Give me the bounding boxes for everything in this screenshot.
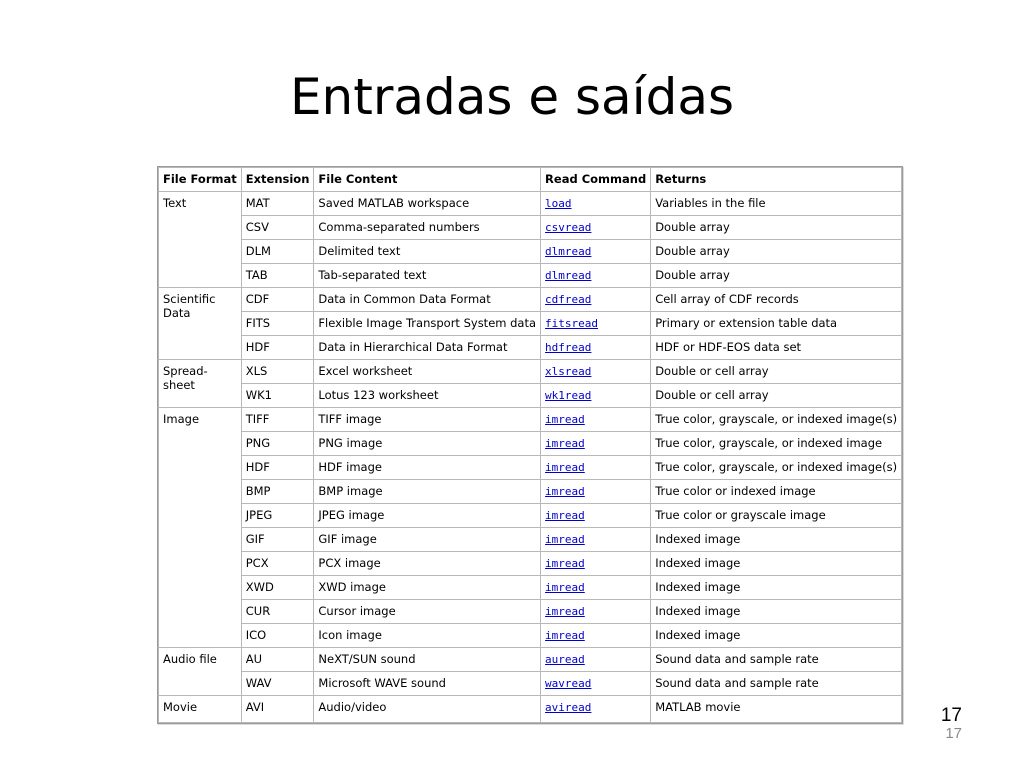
file-content-cell: Flexible Image Transport System data (314, 311, 541, 335)
returns-cell: Double or cell array (651, 359, 902, 383)
returns-cell: Primary or extension table data (651, 311, 902, 335)
returns-cell: True color or indexed image (651, 479, 902, 503)
table-row (159, 311, 902, 335)
read-command-link[interactable]: csvread (545, 220, 592, 234)
read-command-link[interactable]: imread (545, 580, 585, 594)
returns-cell: Double or cell array (651, 383, 902, 407)
file-content-cell: Audio/video (314, 695, 541, 723)
table-row (159, 551, 902, 575)
read-command-cell (541, 191, 651, 215)
returns-cell: True color, grayscale, or indexed image(s) (651, 407, 902, 431)
extension-cell: MAT (241, 191, 314, 215)
read-command-link[interactable]: load (545, 196, 572, 210)
extension-cell: GIF (241, 527, 314, 551)
read-command-cell (541, 695, 651, 723)
read-command-link[interactable]: imread (545, 628, 585, 642)
returns-cell: Cell array of CDF records (651, 287, 902, 311)
returns-cell: Double array (651, 239, 902, 263)
read-command-cell (541, 455, 651, 479)
table-row (159, 455, 902, 479)
table-row (159, 215, 902, 239)
read-command-cell (541, 671, 651, 695)
table-row (159, 695, 902, 723)
extension-cell: TIFF (241, 407, 314, 431)
file-format-cell: Scientific Data (159, 287, 242, 359)
read-command-link[interactable]: imread (545, 532, 585, 546)
table-row (159, 191, 902, 215)
read-command-cell (541, 263, 651, 287)
extension-cell: CSV (241, 215, 314, 239)
extension-cell: CDF (241, 287, 314, 311)
slide-title: Entradas e saídas (289, 68, 735, 126)
read-command-cell (541, 383, 651, 407)
extension-cell: HDF (241, 455, 314, 479)
file-formats-table (158, 167, 902, 723)
read-command-link[interactable]: wavread (545, 676, 592, 690)
extension-cell: ICO (241, 623, 314, 647)
file-content-cell: PCX image (314, 551, 541, 575)
page-number: 17 (940, 705, 962, 726)
read-command-link[interactable]: aviread (545, 700, 592, 714)
read-command-cell (541, 527, 651, 551)
read-command-link[interactable]: xlsread (545, 364, 592, 378)
read-command-link[interactable]: auread (545, 652, 585, 666)
returns-cell: True color, grayscale, or indexed image(s) (651, 455, 902, 479)
file-content-cell: TIFF image (314, 407, 541, 431)
table-row (159, 623, 902, 647)
extension-cell: XLS (241, 359, 314, 383)
file-content-cell: Data in Hierarchical Data Format (314, 335, 541, 359)
table-header-row (159, 168, 902, 192)
file-format-cell: Audio file (159, 647, 242, 695)
returns-cell: Indexed image (651, 551, 902, 575)
extension-cell: BMP (241, 479, 314, 503)
extension-cell: WK1 (241, 383, 314, 407)
table-row (159, 671, 902, 695)
table-row (159, 527, 902, 551)
read-command-cell (541, 575, 651, 599)
extension-cell: CUR (241, 599, 314, 623)
file-content-cell: JPEG image (314, 503, 541, 527)
read-command-link[interactable]: imread (545, 484, 585, 498)
extension-cell: PCX (241, 551, 314, 575)
returns-cell: Double array (651, 263, 902, 287)
read-command-link[interactable]: cdfread (545, 292, 592, 306)
read-command-cell (541, 407, 651, 431)
read-command-cell (541, 215, 651, 239)
read-command-link[interactable]: imread (545, 436, 585, 450)
file-content-cell: Icon image (314, 623, 541, 647)
read-command-link[interactable]: imread (545, 556, 585, 570)
read-command-link[interactable]: imread (545, 412, 585, 426)
table-row (159, 335, 902, 359)
table-row (159, 479, 902, 503)
file-format-cell: Movie (159, 695, 242, 723)
table-row (159, 383, 902, 407)
header-read-command: Read Command (541, 168, 651, 192)
file-content-cell: PNG image (314, 431, 541, 455)
table-row (159, 647, 902, 671)
table-row (159, 287, 902, 311)
returns-cell: Double array (651, 215, 902, 239)
read-command-cell (541, 335, 651, 359)
file-content-cell: XWD image (314, 575, 541, 599)
table-row (159, 575, 902, 599)
read-command-cell (541, 239, 651, 263)
table-row (159, 407, 902, 431)
file-formats-table-frame (157, 166, 903, 724)
read-command-cell (541, 431, 651, 455)
header-file-content: File Content (314, 168, 541, 192)
returns-cell: MATLAB movie (651, 695, 902, 723)
returns-cell: Variables in the file (651, 191, 902, 215)
extension-cell: PNG (241, 431, 314, 455)
file-content-cell: Comma-separated numbers (314, 215, 541, 239)
page-number-footer: 17 (945, 725, 962, 742)
returns-cell: Indexed image (651, 599, 902, 623)
read-command-link[interactable]: hdfread (545, 340, 592, 354)
extension-cell: AU (241, 647, 314, 671)
table-body (159, 191, 902, 723)
extension-cell: XWD (241, 575, 314, 599)
table-row (159, 239, 902, 263)
extension-cell: AVI (241, 695, 314, 723)
read-command-cell (541, 359, 651, 383)
read-command-link[interactable]: imread (545, 604, 585, 618)
file-content-cell: Data in Common Data Format (314, 287, 541, 311)
file-content-cell: Cursor image (314, 599, 541, 623)
file-content-cell: Saved MATLAB workspace (314, 191, 541, 215)
read-command-cell (541, 647, 651, 671)
extension-cell: DLM (241, 239, 314, 263)
file-content-cell: Microsoft WAVE sound (314, 671, 541, 695)
table-row (159, 431, 902, 455)
table-row (159, 359, 902, 383)
read-command-cell (541, 599, 651, 623)
table-row (159, 599, 902, 623)
read-command-link[interactable]: dlmread (545, 268, 592, 282)
extension-cell: TAB (241, 263, 314, 287)
file-content-cell: Lotus 123 worksheet (314, 383, 541, 407)
returns-cell: Indexed image (651, 575, 902, 599)
returns-cell: Indexed image (651, 623, 902, 647)
returns-cell: HDF or HDF-EOS data set (651, 335, 902, 359)
file-content-cell: BMP image (314, 479, 541, 503)
file-content-cell: NeXT/SUN sound (314, 647, 541, 671)
read-command-cell (541, 623, 651, 647)
returns-cell: True color or grayscale image (651, 503, 902, 527)
extension-cell: FITS (241, 311, 314, 335)
extension-cell: HDF (241, 335, 314, 359)
read-command-cell (541, 503, 651, 527)
read-command-cell (541, 551, 651, 575)
file-format-cell: Image (159, 407, 242, 647)
read-command-link[interactable]: dlmread (545, 244, 592, 258)
read-command-cell (541, 287, 651, 311)
file-format-cell: Spread- sheet (159, 359, 242, 407)
header-extension: Extension (241, 168, 314, 192)
extension-cell: JPEG (241, 503, 314, 527)
table-row (159, 503, 902, 527)
extension-cell: WAV (241, 671, 314, 695)
file-content-cell: Tab-separated text (314, 263, 541, 287)
returns-cell: True color, grayscale, or indexed image (651, 431, 902, 455)
file-content-cell: HDF image (314, 455, 541, 479)
table-row (159, 263, 902, 287)
read-command-link[interactable]: imread (545, 508, 585, 522)
header-returns: Returns (651, 168, 902, 192)
read-command-cell (541, 479, 651, 503)
header-file-format: File Format (159, 168, 242, 192)
file-content-cell: Excel worksheet (314, 359, 541, 383)
returns-cell: Indexed image (651, 527, 902, 551)
file-content-cell: GIF image (314, 527, 541, 551)
returns-cell: Sound data and sample rate (651, 647, 902, 671)
file-content-cell: Delimited text (314, 239, 541, 263)
read-command-link[interactable]: fitsread (545, 316, 599, 330)
read-command-link[interactable]: imread (545, 460, 585, 474)
read-command-link[interactable]: wk1read (545, 388, 592, 402)
file-format-cell: Text (159, 191, 242, 287)
returns-cell: Sound data and sample rate (651, 671, 902, 695)
read-command-cell (541, 311, 651, 335)
